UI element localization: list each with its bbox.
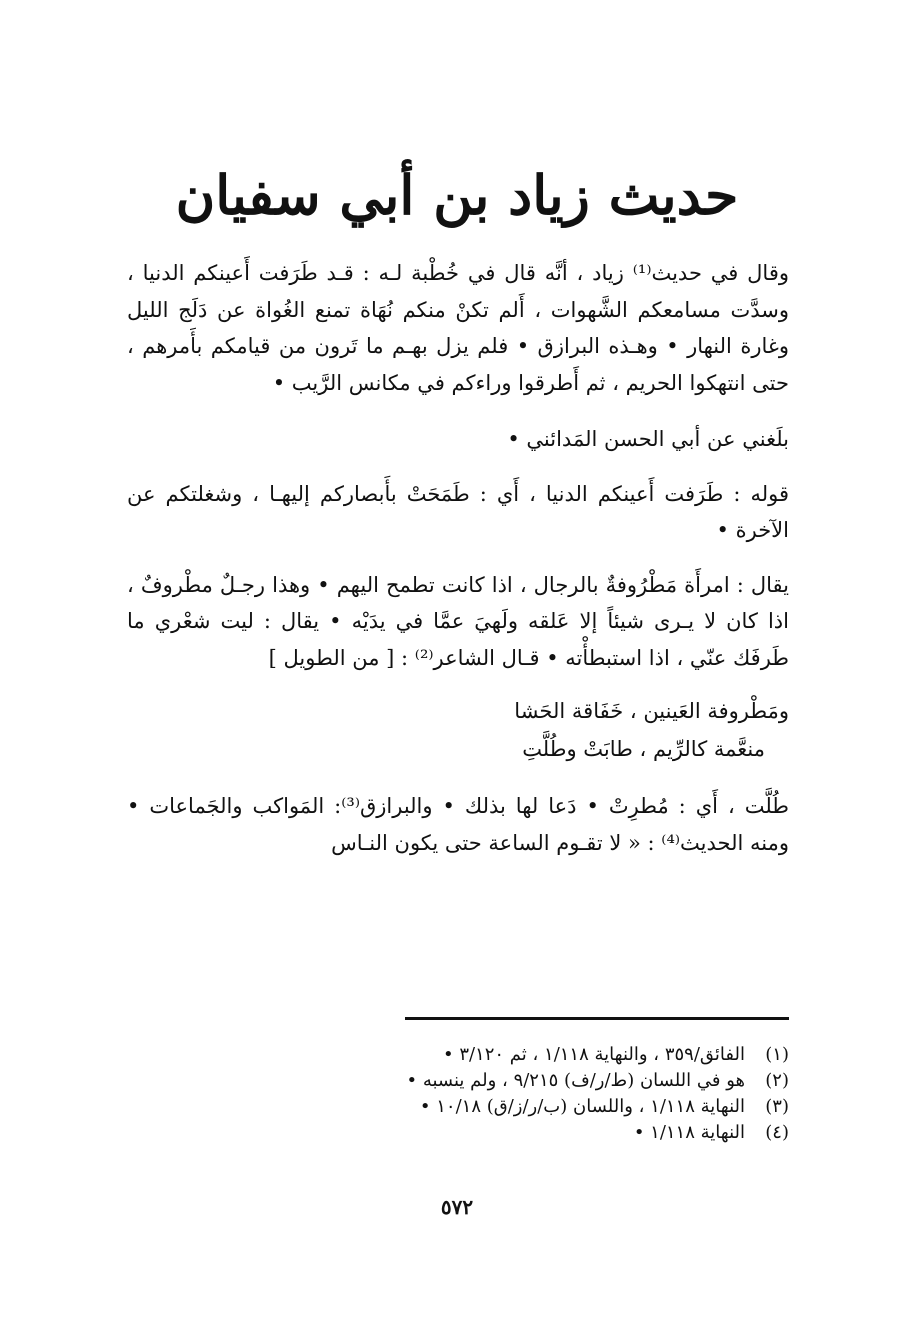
footnote xyxy=(240,1042,789,1068)
chapter-title: حديث زياد بن أبي سفيان xyxy=(175,163,739,227)
page-number: ٥٧٢ xyxy=(440,1195,474,1219)
footnotes xyxy=(240,1042,789,1146)
footnote-number: (١) xyxy=(765,1044,789,1065)
footnote-text: النهاية ١/١١٨ ، واللسان (ب/ر/ز/ق) ١٠/١٨ • xyxy=(419,1096,745,1117)
verse-line: ومَطْروفة العَينين ، خَفَاقة الحَشا xyxy=(514,699,789,723)
paragraph: يقال : امرأَة مَطْرُوفةٌ بالرجال ، اذا كانت تطمح اليهم • وهذا رجـلٌ مطْروفٌ ، اذا كان لا يـرى شيئاً إلا عَلقه ولَهيَ عمَّا في يدَيْه • يقال : ليت شعْري ما طَرفَك عنّي ، اذا استبطأْته • قـال الشاعر⁽²⁾ : [ من الطويل ] xyxy=(127,572,789,670)
footnote xyxy=(240,1094,789,1120)
main-text xyxy=(127,255,789,861)
footnote-text: النهاية ١/١١٨ • xyxy=(633,1122,745,1143)
footnote-text: الفائق/٣٥٩ ، والنهاية ١/١١٨ ، ثم ٣/١٢٠ • xyxy=(442,1044,745,1065)
footnote-number: (٢) xyxy=(765,1070,789,1091)
paragraph: وقال في حديث⁽¹⁾ زياد ، أنَّه قال في خُطْبة لـه : قـد طَرَفت أَعينكم الدنيا ، وسدَّت مسامعكم الشَّهوات ، أَلم تكنْ منكم نُهَاة تمنع الغُواة عن دَلَج الليل وغارة النهار • وهـذه البرازق • فلم يزل بهـم ما تَرون من قيامكم بأَمرهم ، حتى انتهكوا الحريم ، ثم أَطرقوا وراءكم في مكانس الرَّيب • xyxy=(127,261,790,395)
footnote-number: (٣) xyxy=(765,1096,789,1117)
paragraph: قوله : طَرَفت أَعينكم الدنيا ، أَي : طَمَحَتْ بأَبصاركم إليهـا ، وشغلتكم عن الآخرة • xyxy=(127,481,789,542)
footnote xyxy=(240,1120,789,1146)
footnote-text: هو في اللسان (ط/ر/ف) ٩/٢١٥ ، ولم ينسبه • xyxy=(406,1070,745,1091)
footnote xyxy=(240,1068,789,1094)
footnote-number: (٤) xyxy=(765,1122,789,1143)
footnote-divider xyxy=(405,1017,789,1020)
poem-verse xyxy=(127,692,789,768)
paragraph: طُلَّت ، أَي : مُطرِتْ • دَعا لها بذلك • والبرازق⁽³⁾: المَواكب والجَماعات • ومنه الحديث⁽⁴⁾ : « لا تقـوم الساعة حتى يكون النـاس xyxy=(127,794,789,855)
verse-line: منعَّمة كالرِّيم ، طابَتْ وطُلَّتِ xyxy=(522,737,765,761)
paragraph: بلَغني عن أبي الحسن المَدائني • xyxy=(507,427,789,451)
